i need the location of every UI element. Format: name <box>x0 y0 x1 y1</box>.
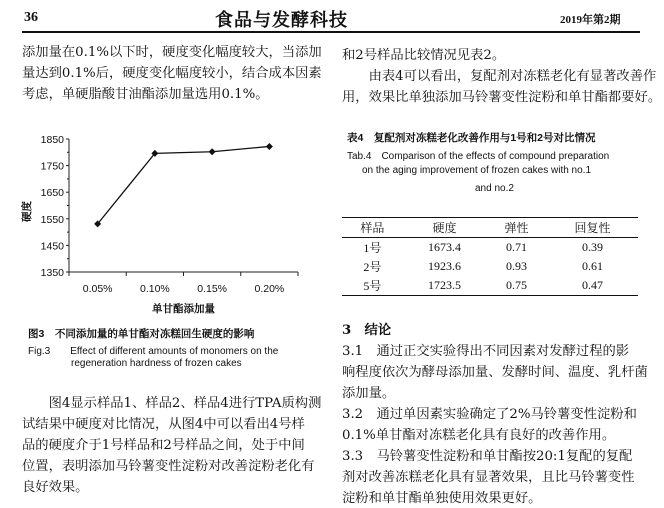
table-cell: 0.75 <box>506 278 528 292</box>
table-cell: 0.61 <box>581 259 603 273</box>
table-cell: 1673.4 <box>427 240 461 254</box>
journal-title: 食品与发酵科技 <box>215 10 348 31</box>
table-cell: 1923.6 <box>427 259 461 273</box>
table-cell: 0.93 <box>506 259 528 273</box>
header-rule <box>22 31 640 33</box>
section-title: 3 结论 <box>342 323 392 338</box>
page-number: 36 <box>24 10 38 25</box>
comparison-table <box>342 217 638 296</box>
y-tick-label: 1750 <box>40 160 64 173</box>
table-cell: 1号 <box>363 241 382 255</box>
y-tick-label: 1350 <box>40 267 64 279</box>
text-line: 良好效果。 <box>22 480 89 495</box>
column-header: 样品 <box>360 221 385 235</box>
series-line <box>98 146 270 223</box>
column-header: 回复性 <box>574 221 611 235</box>
table-caption-en-3: and no.2 <box>475 183 514 194</box>
text-line: 量达到0.1%后，硬度变化幅度较小，结合成本因素 <box>22 66 322 81</box>
x-tick-label: 0.10% <box>139 283 170 295</box>
y-tick-label: 1550 <box>40 213 64 226</box>
column-header: 硬度 <box>432 221 457 235</box>
y-tick-label: 1450 <box>40 240 64 253</box>
hardness-line-chart <box>0 120 330 315</box>
text-line: 添加量。 <box>342 386 396 401</box>
text-line: 添加量在0.1%以下时，硬度变化幅度较大，当添加 <box>22 45 322 60</box>
text-line: 试结果中硬度对比情况，从图4中可以看出4号样 <box>22 417 305 432</box>
text-line: 图4显示样品1、样品2、样品4进行TPA质构测 <box>22 396 322 411</box>
text-line: 品的硬度介于1号样品和2号样品之间，处于中间 <box>22 438 305 453</box>
text-line: 淀粉和单甘酯单独使用效果更好。 <box>342 491 542 506</box>
table-cell: 0.71 <box>506 240 528 254</box>
text-line: 3.2 通过单因素实验确定了2%马铃薯变性淀粉和 <box>342 407 637 422</box>
table-cell: 1723.5 <box>427 278 461 292</box>
table-row <box>342 238 638 258</box>
figure-caption-cn: 图3 不同添加量的单甘酯对冻糕回生硬度的影响 <box>28 328 255 340</box>
figure-caption-en-2: regeneration hardness of frozen cakes <box>71 358 242 369</box>
table-row <box>342 276 638 296</box>
text-line: 和2号样品比较情况见表2。 <box>342 48 506 63</box>
text-line: 3.1 通过正交实验得出不同因素对发酵过程的影 <box>342 344 630 359</box>
x-axis-label: 单甘酯添加量 <box>152 303 215 315</box>
text-line: 位置，表明添加马铃薯变性淀粉对改善淀粉老化有 <box>22 459 315 474</box>
text-line: 用，效果比单独添加马铃薯变性淀粉和单甘酯都要好。 <box>342 90 662 105</box>
text-line: 响程度依次为酵母添加量、发酵时间、温度、乳杆菌 <box>342 365 648 380</box>
table-caption-cn: 表4 复配剂对冻糕老化改善作用与1号和2号对比情况 <box>347 132 596 144</box>
text-line: 3.3 马铃薯变性淀粉和单甘酯按20:1复配的复配 <box>342 449 633 464</box>
table-cell: 2号 <box>363 260 382 274</box>
column-header: 弹性 <box>504 221 529 235</box>
data-point <box>266 143 273 150</box>
table-cell: 0.39 <box>581 240 603 254</box>
table-cell: 0.47 <box>581 278 603 292</box>
table-cell: 5号 <box>363 279 382 293</box>
table-caption-en-1: Tab.4 Comparison of the effects of compound preparation <box>347 151 610 162</box>
text-line: 由表4可以看出，复配剂对冻糕老化有显著改善作 <box>342 69 657 84</box>
y-axis-label: 硬度 <box>21 201 33 222</box>
table-row <box>342 257 638 276</box>
table-caption-en-2: on the aging improvement of frozen cakes with no.1 <box>362 165 592 176</box>
data-point <box>209 148 216 155</box>
y-tick-label: 1850 <box>40 134 64 146</box>
text-line: 0.1%单甘酯对冻糕老化具有良好的改善作用。 <box>342 428 616 443</box>
text-line: 考虑，单硬脂酸甘油酯添加量选用0.1%。 <box>22 87 269 102</box>
y-tick-label: 1650 <box>40 187 64 200</box>
text-line: 剂对改善冻糕老化具有显著效果，且比马铃薯变性 <box>342 470 635 485</box>
figure-caption-en-1: Fig.3 Effect of different amounts of monomers on the <box>28 346 279 357</box>
x-tick-label: 0.05% <box>82 283 113 295</box>
issue-label: 2019年第2期 <box>560 14 621 26</box>
x-tick-label: 0.15% <box>197 283 228 295</box>
x-tick-label: 0.20% <box>254 283 285 295</box>
